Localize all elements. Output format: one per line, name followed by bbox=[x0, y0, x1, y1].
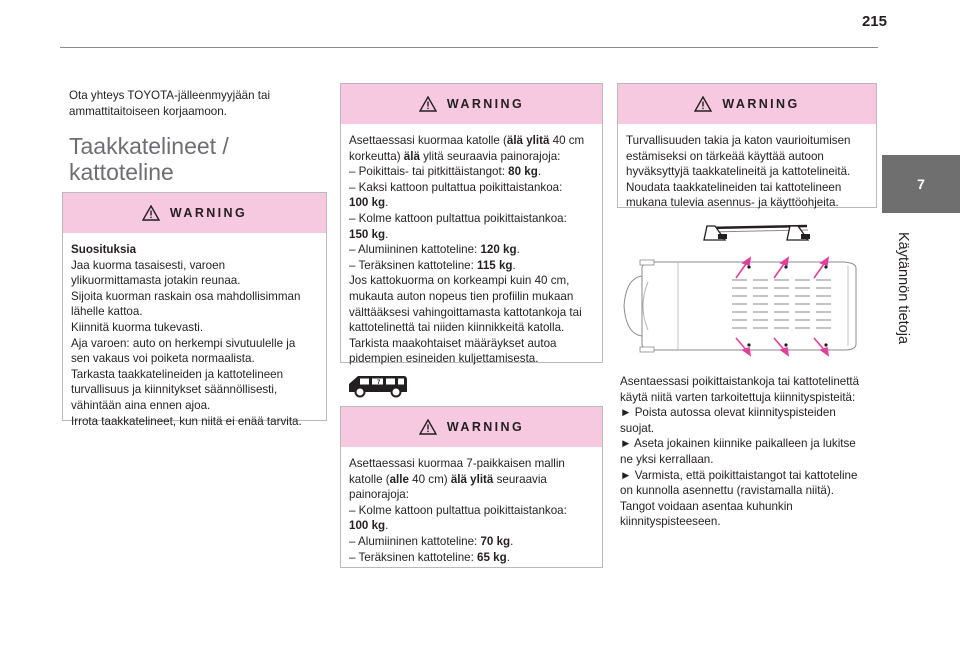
warning-line: Jos kattokuorma on korkeampi kuin 40 cm, bbox=[349, 274, 570, 288]
seven-seat-badge: 7 bbox=[377, 380, 381, 386]
instruction-line: on kunnolla asennettu (ravistamalla niitä). bbox=[620, 484, 834, 498]
section-title-line: kattoteline bbox=[69, 159, 174, 185]
warning-line: kattotelinettä tai niiden kiinnikkeitä katolla. bbox=[349, 321, 565, 335]
warning-box-approved-racks bbox=[617, 83, 877, 208]
bold-value: älä bbox=[403, 149, 420, 163]
warning-triangle-icon bbox=[419, 419, 437, 435]
intro-line: ammattitaitoiseen korjaamoon. bbox=[69, 104, 227, 118]
warning-line: – Teräksinen kattoteline: 115 kg. bbox=[349, 258, 516, 272]
warning-line: katolle (alle 40 cm) älä ylitä seuraavia bbox=[349, 472, 547, 486]
warning-line: 150 kg. bbox=[349, 227, 389, 241]
warning-line: turvallisuus ja kiinnitykset säännöllisesti, bbox=[71, 383, 278, 397]
warning-line: estämiseksi on tärkeää käyttää autoon bbox=[626, 149, 824, 163]
bold-value: älä ylitä bbox=[450, 472, 494, 486]
chapter-title bbox=[882, 218, 924, 358]
warning-box-recommendations bbox=[62, 192, 327, 428]
bold-value: 65 kg bbox=[477, 550, 507, 564]
instruction-line: Asentaessasi poikittaistankoja tai kattotelinettä bbox=[620, 375, 860, 388]
page-number: 215 bbox=[861, 13, 887, 30]
bold-value: 115 kg bbox=[477, 258, 513, 272]
warning-line: – Teräksinen kattoteline: 65 kg. bbox=[349, 550, 510, 564]
warning-line: Suosituksia bbox=[71, 243, 137, 256]
warning-label: WARNING bbox=[722, 97, 800, 111]
warning-line: lähelle kattoa. bbox=[71, 305, 143, 319]
bold-value: 100 kg bbox=[349, 196, 386, 210]
warning-line: hyväksyttyjä taakkatelineitä ja kattotelineitä. bbox=[626, 165, 851, 179]
instruction-step: ► Aseta jokainen kiinnike paikalleen ja lukitse bbox=[620, 437, 856, 451]
warning-body bbox=[63, 233, 326, 437]
warning-line: välttääksesi vahingoittamasta kattotankoja tai bbox=[349, 305, 582, 319]
warning-body bbox=[341, 447, 602, 573]
section-title-line: Taakkatelineet / bbox=[69, 133, 229, 159]
installation-instructions bbox=[620, 374, 878, 530]
van-top-view bbox=[624, 260, 856, 352]
warning-line: – Kolme kattoon pultattua poikittaistankoa: bbox=[349, 503, 567, 517]
warning-line: Sijoita kuorman raskain osa mahdollisimman bbox=[71, 289, 301, 303]
warning-box-seven-seat bbox=[340, 406, 603, 568]
warning-label: WARNING bbox=[446, 97, 525, 111]
warning-line: Asettaessasi kuormaa 7-paikkaisen mallin bbox=[349, 457, 565, 470]
warning-line: Aja varoen: auto on herkempi sivutuulelle ja bbox=[71, 336, 296, 350]
instruction-step: ► Poista autossa olevat kiinnityspisteiden bbox=[620, 406, 836, 420]
instruction-line: Tangot voidaan asentaa kuhunkin bbox=[620, 499, 793, 513]
warning-line: painorajoja: bbox=[349, 488, 409, 502]
warning-label: WARNING bbox=[446, 420, 525, 434]
warning-line: 100 kg. bbox=[349, 519, 389, 533]
bold-value: älä ylitä bbox=[506, 134, 550, 147]
chapter-title-text: Käytännön tietoja bbox=[895, 231, 911, 345]
warning-line: mukana tulevia asennus- ja käyttöohjeita. bbox=[626, 196, 839, 210]
warning-line: – Alumiininen kattoteline: 120 kg. bbox=[349, 243, 520, 257]
warning-line: – Alumiininen kattoteline: 70 kg. bbox=[349, 534, 514, 548]
warning-header bbox=[341, 407, 602, 447]
warning-line: Kiinnitä kuorma tukevasti. bbox=[71, 320, 204, 334]
warning-line: Turvallisuuden takia ja katon vaurioitumisen bbox=[626, 134, 851, 147]
warning-header bbox=[341, 84, 602, 124]
warning-body bbox=[341, 124, 602, 375]
warning-line: – Kolme kattoon pultattua poikittaistankoa: bbox=[349, 211, 567, 225]
bold-value: 150 kg bbox=[349, 227, 386, 241]
warning-line: korkeutta) älä ylitä seuraavia painorajoja: bbox=[349, 149, 561, 163]
warning-line: Asettaessasi kuormaa katolle (älä ylitä 40 cm bbox=[349, 134, 585, 147]
warning-line: vähintään aina ennen ajoa. bbox=[71, 398, 211, 412]
intro-text bbox=[69, 88, 319, 119]
roof-bar-drawing bbox=[704, 226, 810, 240]
warning-line: Irrota taakkatelineet, kun niitä ei enää tarvita. bbox=[71, 414, 302, 428]
warning-triangle-icon bbox=[419, 96, 437, 112]
header-divider bbox=[60, 47, 878, 48]
bold-value: alle bbox=[389, 472, 409, 486]
warning-box-roof-load bbox=[340, 83, 603, 366]
warning-line: Tarkasta taakkatelineiden ja kattotelineen bbox=[71, 367, 284, 381]
instruction-line: käytä niitä varten tarkoitettuja kiinnityspisteitä: bbox=[620, 390, 856, 404]
bold-value: 70 kg bbox=[480, 534, 511, 548]
instruction-line: kiinnityspisteeseen. bbox=[620, 515, 721, 529]
instruction-step: ► Varmista, että poikittaistangot tai kattoteline bbox=[620, 468, 858, 482]
warning-triangle-icon bbox=[142, 205, 160, 221]
instruction-line: ne yksi kerrallaan. bbox=[620, 452, 714, 466]
bold-value: 120 kg bbox=[480, 243, 517, 257]
warning-line: sen vakaus voi poiketa normaalista. bbox=[71, 352, 255, 366]
warning-header bbox=[63, 193, 326, 233]
chapter-tab[interactable]: 7 bbox=[882, 155, 960, 213]
bold-value: 100 kg bbox=[349, 519, 386, 533]
warning-line: Jaa kuorma tasaisesti, varoen bbox=[71, 258, 226, 272]
intro-line: Ota yhteys TOYOTA-jälleenmyyjään tai bbox=[69, 89, 271, 102]
warning-line: pidempien esineiden kuljettamisesta. bbox=[349, 352, 539, 366]
instruction-line: suojat. bbox=[620, 421, 655, 435]
warning-line: – Poikittais- tai pitkittäistangot: 80 kg. bbox=[349, 165, 542, 179]
seven-seat-van-icon bbox=[346, 372, 410, 398]
section-title bbox=[69, 133, 319, 185]
roof-mounting-points-illustration bbox=[612, 216, 877, 366]
warning-label: WARNING bbox=[169, 206, 248, 220]
bold-value: 80 kg bbox=[508, 165, 538, 179]
warning-triangle-icon bbox=[694, 96, 712, 112]
warning-header bbox=[618, 84, 876, 124]
warning-line: – Kaksi kattoon pultattua poikittaistankoa: bbox=[349, 180, 563, 194]
warning-line: Tarkista maakohtaiset määräykset autoa bbox=[349, 336, 557, 350]
warning-line: ylikuormittamasta jotakin reunaa. bbox=[71, 274, 241, 288]
warning-line: 100 kg. bbox=[349, 196, 389, 210]
warning-line: Noudata taakkatelineiden tai kattotelineen bbox=[626, 180, 842, 194]
warning-body bbox=[618, 124, 876, 219]
warning-line: mukauta auton nopeus tien profiilin mukaan bbox=[349, 289, 574, 303]
